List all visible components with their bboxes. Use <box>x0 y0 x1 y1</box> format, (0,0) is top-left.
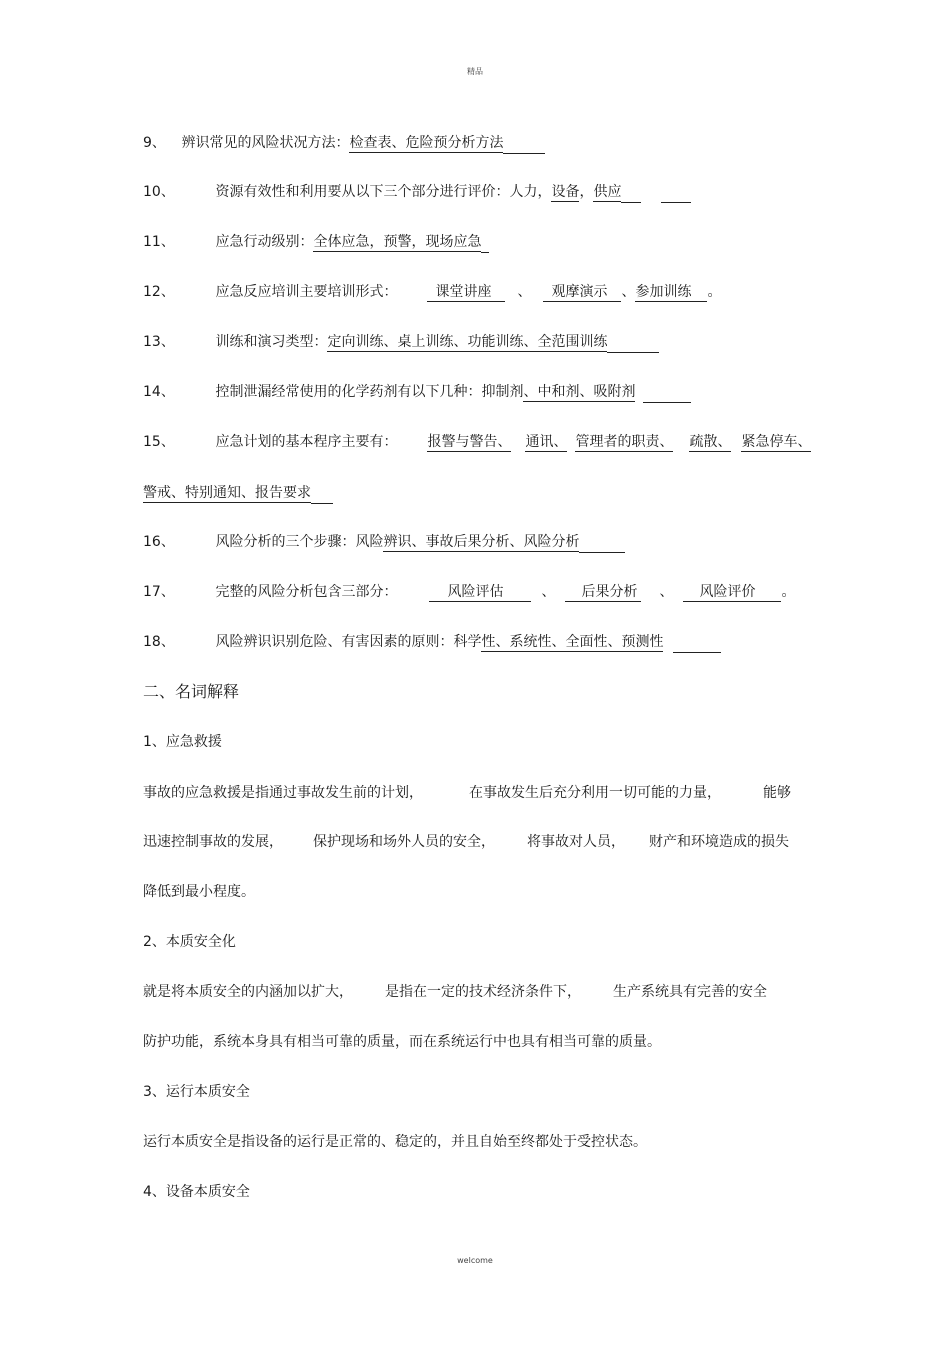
item-10 <box>143 182 813 203</box>
item-number: 13、 <box>143 334 175 350</box>
answer: 、特别通知、 <box>171 485 255 501</box>
item-16 <box>143 532 813 553</box>
answer: 紧急停车、 <box>741 434 812 450</box>
separator: 、 <box>541 584 556 600</box>
text-segment: 将事故对人员， <box>527 834 625 850</box>
item-text: 风险分析的三个步骤：风险 <box>215 534 384 550</box>
text-segment: 在事故发生后充分利用一切可能的力量， <box>469 785 721 801</box>
text-segment: 就是将本质安全的内涵加以扩大， <box>143 984 353 1000</box>
term-title: 1、应急救援 <box>143 734 222 750</box>
item-number: 9、 <box>143 135 166 151</box>
answer: 课堂讲座 <box>427 284 505 302</box>
item-12 <box>143 282 813 302</box>
end-punct: 。 <box>781 584 796 600</box>
answer-blank <box>661 187 691 203</box>
page-header: 精品 <box>467 67 483 76</box>
answer: 全体应急， <box>313 234 384 250</box>
answer: 报警与警告、 <box>427 434 512 450</box>
text-segment: 生产系统具有完善的安全 <box>613 984 767 1000</box>
item-18 <box>143 632 813 653</box>
item-number: 18、 <box>143 634 175 650</box>
item-text: 应急行动级别： <box>215 234 314 250</box>
answer: 性、预测性 <box>593 634 664 650</box>
answer: 风险分析 <box>523 534 580 550</box>
term-title: 3、运行本质安全 <box>143 1084 250 1100</box>
item-15 <box>143 432 813 452</box>
item-14 <box>143 382 813 403</box>
text-segment: 迅速控制事故的发展， <box>143 834 283 850</box>
text-segment: 能够 <box>763 785 791 801</box>
item-text: 控制泄漏经常使用的化学药剂有以下几种：抑制剂 <box>215 384 524 400</box>
answer: 桌上训练、功能 <box>397 334 496 350</box>
answer-blank <box>607 337 659 353</box>
item-number: 14、 <box>143 384 175 400</box>
answer-blank <box>621 187 641 203</box>
answer: 警戒 <box>143 485 171 501</box>
answer-blank <box>673 637 721 653</box>
section-title: 二、名词解释 <box>143 682 240 701</box>
answer-blank <box>503 138 545 154</box>
separator: 、 <box>659 584 674 600</box>
answer: 、吸附剂 <box>579 384 636 400</box>
text-segment: 保护现场和场外人员的安全， <box>313 834 495 850</box>
answer: 通讯、 <box>525 434 568 450</box>
answer: 现场应急 <box>425 234 482 250</box>
paragraph-line: 防护功能，系统本身具有相当可靠的质量，而在系统运行中也具有相当可靠的质量。 <box>143 1034 661 1050</box>
item-15-continued <box>143 483 813 504</box>
paragraph-line: 降低到最小程度。 <box>143 884 255 900</box>
term-title: 4、设备本质安全 <box>143 1184 250 1200</box>
item-text: 应急计划的基本程序主要有： <box>215 434 398 450</box>
item-text: 应急反应培训主要培训形式： <box>215 284 398 300</box>
item-17 <box>143 582 813 602</box>
answer: 供应 <box>593 184 622 200</box>
paragraph-line <box>143 783 813 803</box>
answer: 、中和剂 <box>523 384 580 400</box>
answer: 性、 <box>481 634 510 650</box>
separator: 、 <box>517 284 532 300</box>
separator: 、 <box>621 284 636 300</box>
page-footer: welcome <box>457 1256 493 1265</box>
item-number: 11、 <box>143 234 175 250</box>
item-13 <box>143 332 813 353</box>
item-text: 辨识常见的风险状况方法： <box>181 135 350 151</box>
item-text: 完整的风险分析包含三部分： <box>215 584 398 600</box>
separator: ， <box>579 184 594 200</box>
answer: 观摩演示 <box>543 284 621 302</box>
term-title: 2、本质安全化 <box>143 934 236 950</box>
paragraph-line: 运行本质安全是指设备的运行是正常的、稳定的，并且自始至终都处于受控状态。 <box>143 1134 647 1150</box>
text-segment: 财产和环境造成的损失 <box>649 834 789 850</box>
answer-blank <box>579 537 625 553</box>
text-segment: 是指在一定的技术经济条件下， <box>385 984 581 1000</box>
answer-blank <box>311 488 333 504</box>
text-segment: 事故的应急救援是指通过事故发生前的计划， <box>143 785 423 801</box>
answer: 报告要求 <box>255 485 311 501</box>
paragraph-line <box>143 982 813 1002</box>
answer: 检查表、 <box>349 135 406 151</box>
answer: 危险预分析方法 <box>405 135 504 151</box>
item-text: 训练和演习类型： <box>215 334 328 350</box>
answer: 参加训练 <box>635 284 707 302</box>
answer: 辨识、 <box>383 534 426 550</box>
item-11 <box>143 232 813 253</box>
answer: 疏散、 <box>689 434 732 450</box>
answer: 预警， <box>383 234 426 250</box>
item-text: 风险辨识识别危险、有害因素的原则：科学 <box>215 634 482 650</box>
answer: 风险评价 <box>683 584 781 602</box>
end-punct: 。 <box>707 284 722 300</box>
answer: 训练 <box>579 334 608 350</box>
answer: 风险评估 <box>429 584 531 602</box>
item-number: 15、 <box>143 434 175 450</box>
paragraph-line <box>143 832 813 852</box>
item-text: 资源有效性和利用要从以下三个部分进行评价：人力， <box>215 184 552 200</box>
item-number: 16、 <box>143 534 175 550</box>
answer: 训练、全范围 <box>495 334 580 350</box>
item-number: 12、 <box>143 284 175 300</box>
answer: 后果分析 <box>565 584 641 602</box>
item-9 <box>143 133 813 154</box>
item-number: 10、 <box>143 184 175 200</box>
answer: 系统性、全面 <box>509 634 594 650</box>
answer: 定向训练、 <box>327 334 398 350</box>
answer: 设备 <box>551 184 580 200</box>
item-number: 17、 <box>143 584 175 600</box>
answer: 事故后果分析、 <box>425 534 524 550</box>
answer-blank <box>643 387 691 403</box>
answer-blank <box>481 237 489 253</box>
answer: 管理者的职责、 <box>575 434 674 450</box>
